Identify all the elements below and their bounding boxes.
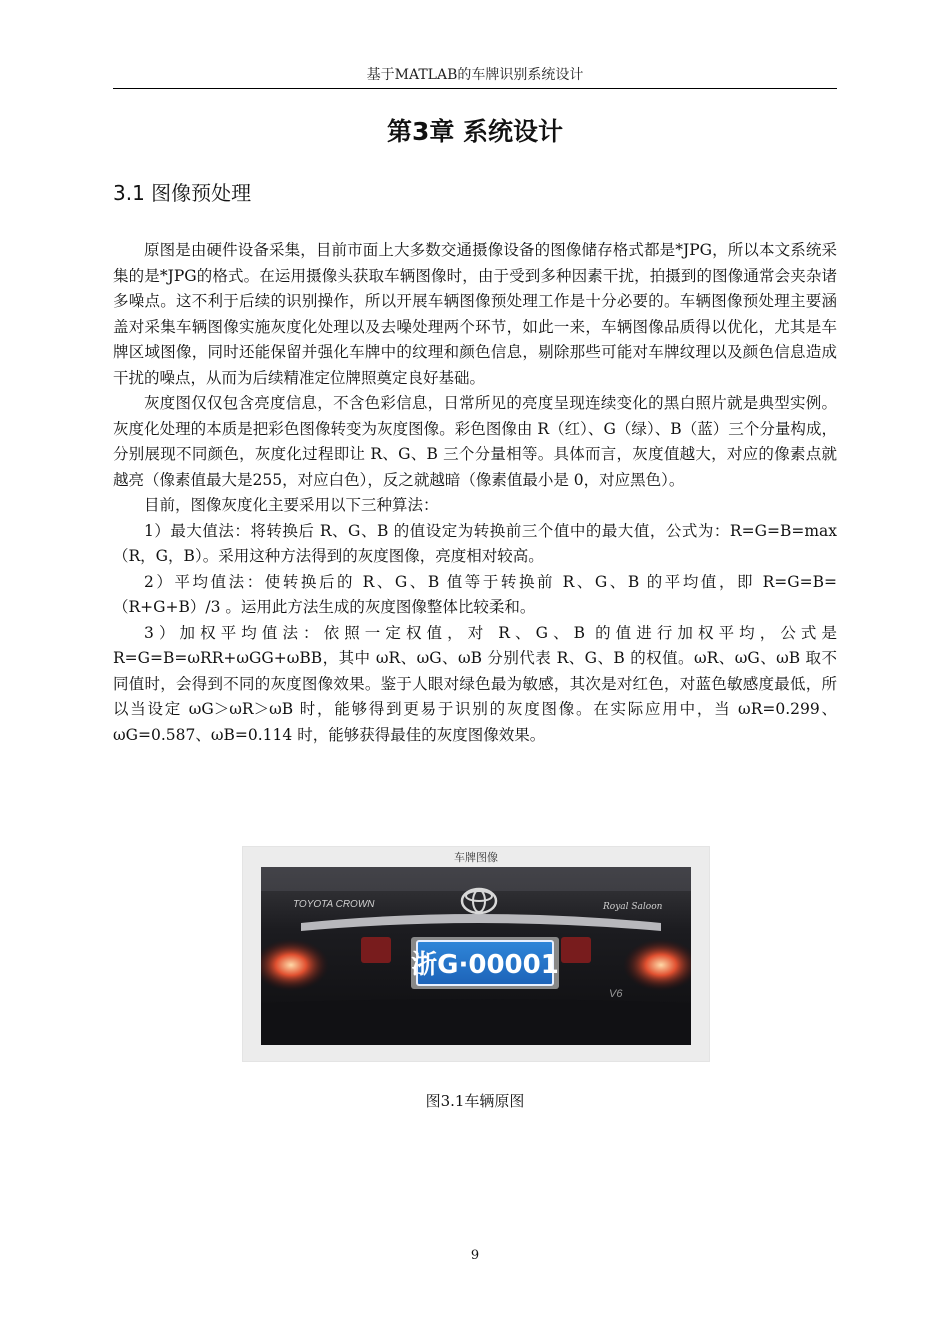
page-number: 9: [470, 1248, 480, 1263]
section-title: 3.1 图像预处理: [113, 181, 252, 205]
plate-text: 浙G·00001: [411, 950, 559, 980]
paragraph-weighted-method: 3）加权平均值法：依照一定权值，对 R、G、B 的值进行加权平均，公式是R=G=B=ωRR+ωGG+ωBB，其中 ωR、ωG、ωB 分别代表 R、G、B 的权值。ωR、ωG、ωB 取不同值时，会得到不同的灰度图像效果。鉴于人眼对绿色最为敏感，其次是对红色，对蓝色敏感度最低，所以当设定 ωG＞ωR＞ωB 时，能够得到更易于识别的灰度图像。在实际应用中，当 ωR=0.299、ωG=0.587、ωB=0.114 时，能够获得最佳的灰度图像效果。: [113, 623, 837, 744]
paragraph-grayscale: 灰度图仅仅包含亮度信息，不含色彩信息，日常所见的亮度呈现连续变化的黑白照片就是典型实例。灰度化处理的本质是把彩色图像转变为灰度图像。彩色图像由 R（红）、G（绿）、B（蓝）三个分量构成，分别展现不同颜色，灰度化过程即让 R、G、B 三个分量相等。具体而言，灰度值越大，对应的像素点就越亮（像素值最大是255，对应白色），反之就越暗（像素值最小是 0，对应黑色）。: [113, 394, 837, 489]
chapter-title: 第3章 系统设计: [386, 117, 564, 146]
badge-text: V6: [609, 988, 623, 1000]
car-figure: [242, 846, 710, 1062]
figure-inner-title: 车牌图像: [454, 851, 498, 864]
running-header: 基于MATLAB的车牌识别系统设计: [366, 67, 584, 83]
car-image: [261, 867, 691, 1045]
paragraph-algorithms: 目前，图像灰度化主要采用以下三种算法：: [144, 496, 439, 514]
paragraph-average-method: 2）平均值法：使转换后的 R、G、B 值等于转换前 R、G、B 的平均值，即 R=G=B=（R+G+B）/3 。运用此方法生成的灰度图像整体比较柔和。: [113, 572, 837, 616]
header-rule: [113, 88, 837, 89]
rear-bumper: [261, 999, 691, 1045]
body-text: [113, 238, 837, 748]
paragraph-intro: 原图是由硬件设备采集，目前市面上大多数交通摄像设备的图像储存格式都是*JPG，所以本文系统采集的是*JPG的格式。在运用摄像头获取车辆图像时，由于受到多种因素干扰，拍摄到的图像通常会夹杂诸多噪点。这不利于后续的识别操作，所以开展车辆图像预处理工作是十分必要的。车辆图像预处理主要涵盖对采集车辆图像实施灰度化处理以及去噪处理两个环节，如此一来，车辆图像品质得以优化，尤其是车牌区域图像，同时还能保留并强化车牌中的纹理和颜色信息，剔除那些可能对车牌纹理以及颜色信息造成干扰的噪点，从而为后续精准定位牌照奠定良好基础。: [113, 241, 837, 387]
figure-caption: 图3.1车辆原图: [425, 1092, 525, 1110]
brand-text: TOYOTA CROWN: [293, 899, 375, 910]
paragraph-max-method: 1）最大值法：将转换后 R、G、B 的值设定为转换前三个值中的最大值，公式为：R=G=B=max（R，G，B）。采用这种方法得到的灰度图像，亮度相对较高。: [113, 521, 837, 565]
script-text: Royal Saloon: [603, 902, 663, 912]
